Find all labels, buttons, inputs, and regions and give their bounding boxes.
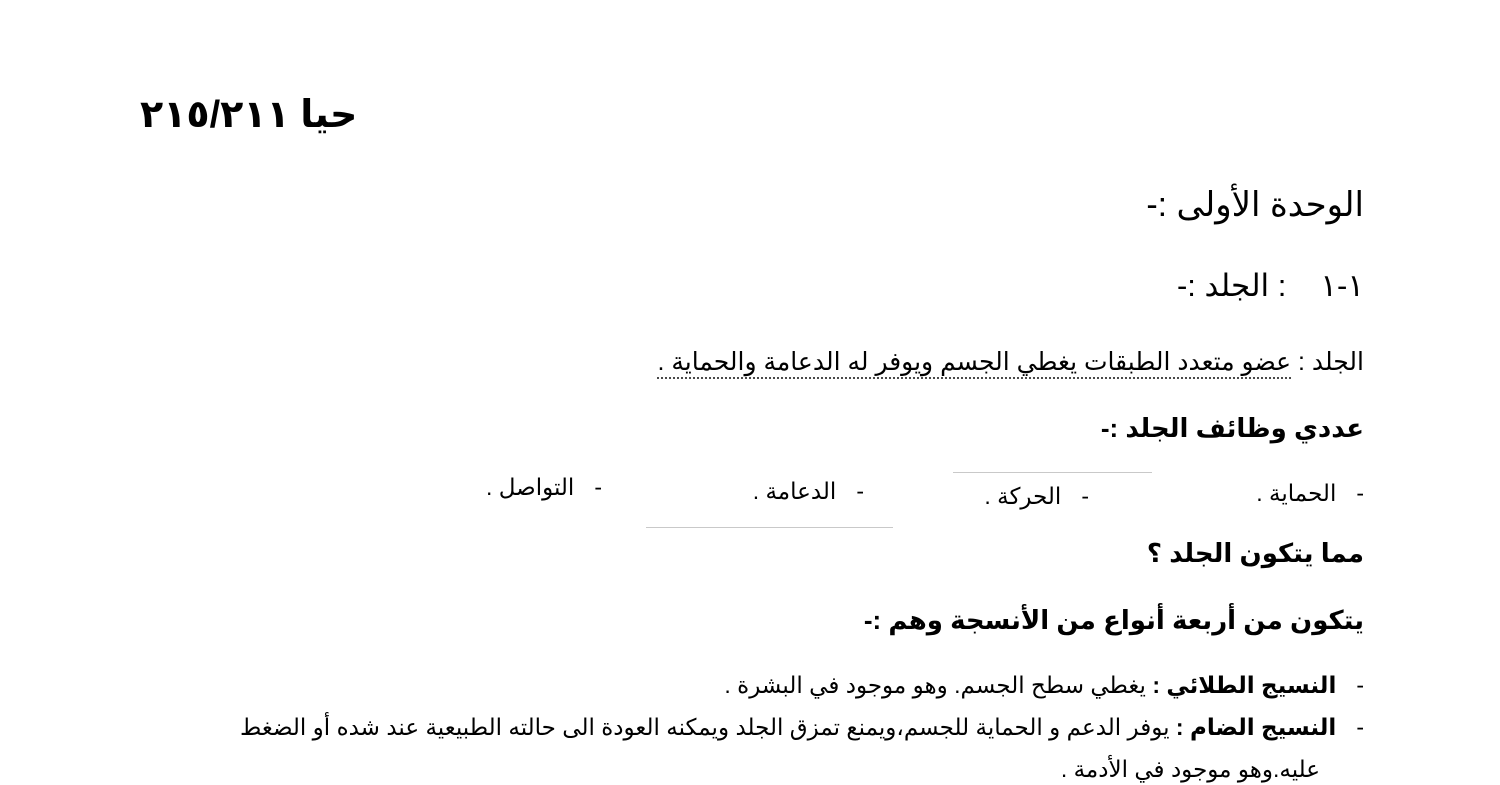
function-label: الحماية . <box>1256 480 1337 506</box>
bullet-dash: - <box>1356 714 1364 740</box>
section-heading <box>1177 268 1364 304</box>
bullet-dash: - <box>1356 480 1364 506</box>
tissue-description-continued: عليه.وهو موجود في الأدمة . <box>1060 756 1320 782</box>
function-item <box>486 474 602 501</box>
section-number: ١-١ <box>1320 268 1364 303</box>
bullet-dash: - <box>594 474 602 500</box>
composition-question: مما يتكون الجلد ؟ <box>1146 538 1364 568</box>
function-label: الحركة . <box>984 483 1062 509</box>
divider-line <box>646 527 893 528</box>
tissue-name: النسيج الضام : <box>1175 714 1337 740</box>
definition-text: عضو متعدد الطبقات يغطي الجسم ويوفر له الدعامة والحماية . <box>657 348 1291 379</box>
definition-term: الجلد : <box>1298 348 1364 376</box>
composition-answer: يتكون من أربعة أنواع من الأنسجة وهم :- <box>863 605 1364 635</box>
skin-definition <box>657 347 1364 377</box>
bullet-dash: - <box>856 478 864 504</box>
tissue-item <box>724 672 1364 699</box>
section-title: : الجلد :- <box>1176 268 1287 303</box>
bullet-dash: - <box>1356 672 1364 698</box>
tissue-name: النسيج الطلائي : <box>1152 672 1337 698</box>
function-item <box>984 483 1089 510</box>
function-item <box>1256 480 1364 507</box>
bullet-dash: - <box>1081 483 1089 509</box>
tissue-description: يوفر الدعم و الحماية للجسم،ويمنع تمزق الجلد ويمكنه العودة الى حالته الطبيعية عند شده أو الضغط <box>240 714 1170 740</box>
functions-question: عددي وظائف الجلد :- <box>1100 413 1364 443</box>
function-item <box>753 478 864 505</box>
divider-line <box>953 472 1152 473</box>
unit-title: الوحدة الأولى :- <box>1146 186 1364 224</box>
course-title: حيا ٢١٥/٢١١ <box>140 94 358 136</box>
function-label: التواصل . <box>485 474 575 500</box>
tissue-item <box>240 714 1364 741</box>
function-label: الدعامة . <box>752 478 837 504</box>
tissue-description: يغطي سطح الجسم. وهو موجود في البشرة . <box>724 672 1146 698</box>
